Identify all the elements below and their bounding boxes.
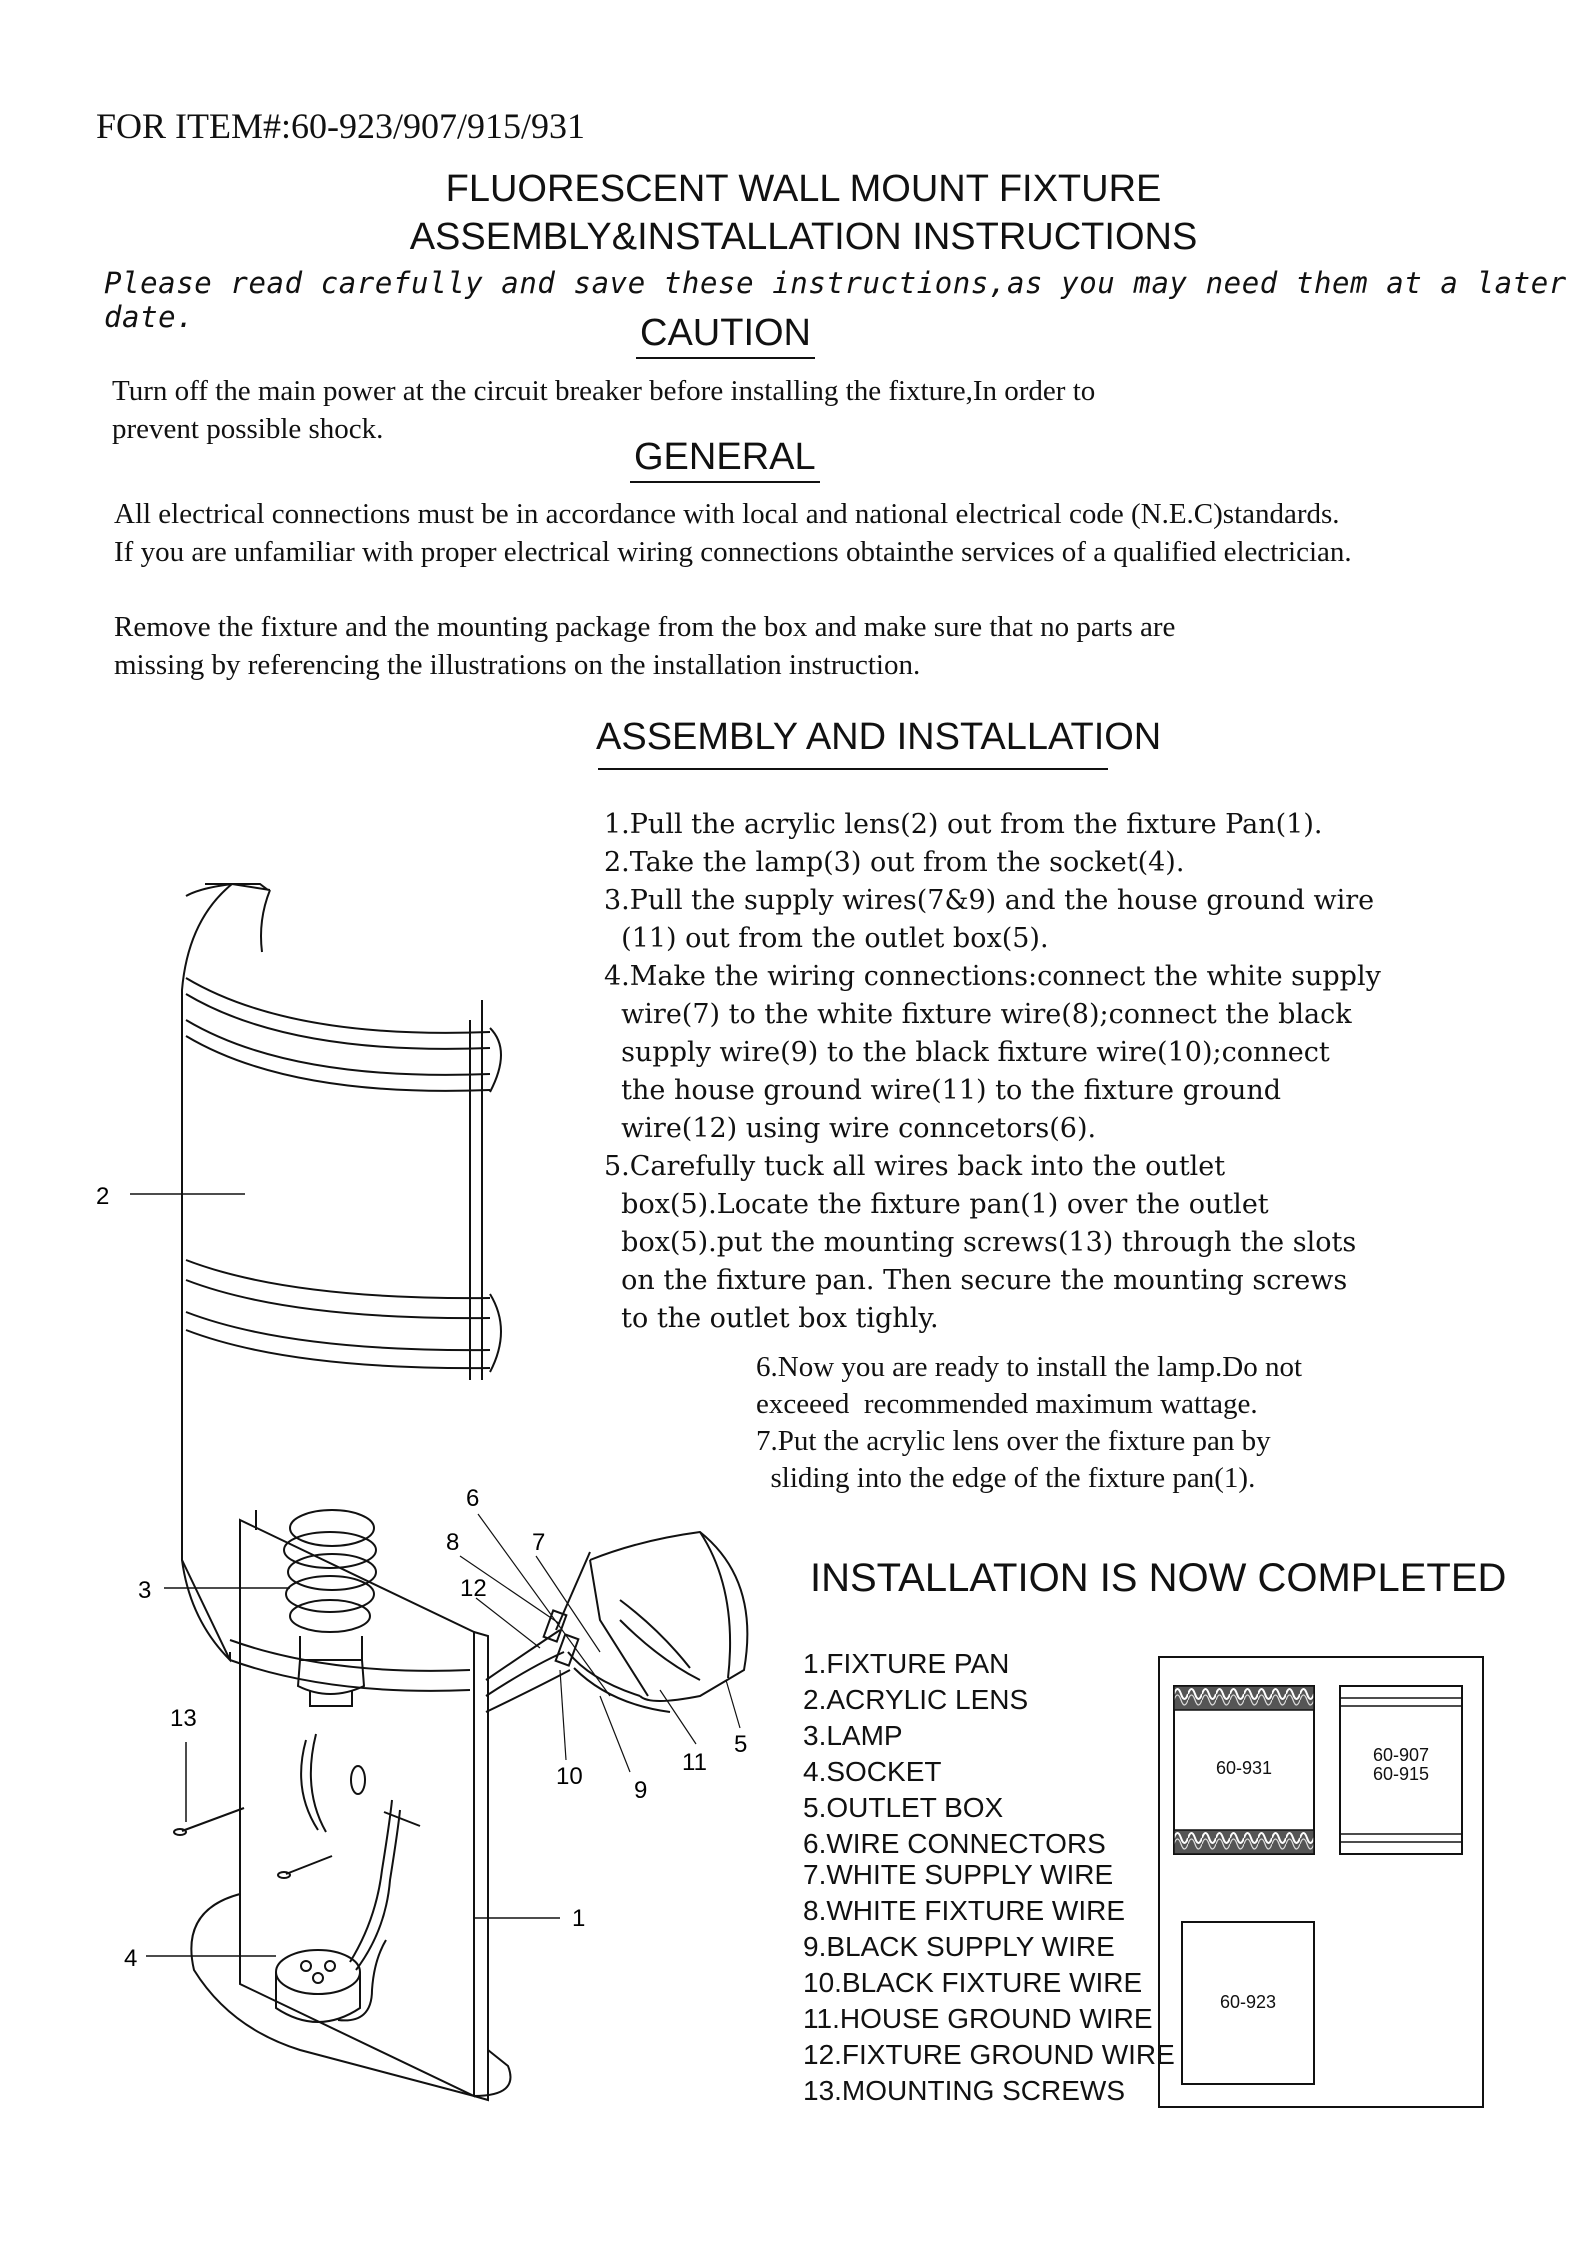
model-label-line: 60-907 — [1372, 1745, 1430, 1765]
step-line: box(5).put the mounting screws(13) through the slots — [604, 1227, 1357, 1258]
callout-label: 2 — [96, 1183, 110, 1210]
step-line: supply wire(9) to the black fixture wire(10);connect — [604, 1037, 1330, 1068]
callout-label: 7 — [532, 1529, 546, 1556]
step-line: sliding into the edge of the fixture pan(1). — [756, 1462, 1256, 1494]
assembly-heading-rule — [598, 768, 1108, 770]
part-item: 9.BLACK SUPPLY WIRE — [803, 1931, 1115, 1962]
part-item: 8.WHITE FIXTURE WIRE — [803, 1895, 1125, 1926]
fixture-exploded-diagram — [0, 860, 748, 2120]
part-item: 3.LAMP — [803, 1720, 903, 1751]
step-line: 6.Now you are ready to install the lamp.Do not — [756, 1351, 1303, 1383]
step-line: wire(12) using wire conncetors(6). — [604, 1113, 1097, 1144]
model-label-line: 60-915 — [1372, 1764, 1430, 1784]
completed-banner: INSTALLATION IS NOW COMPLETED — [810, 1556, 1507, 1600]
step-line: to the outlet box tighly. — [604, 1303, 939, 1334]
general-line: All electrical connections must be in accordance with local and national electrical code (N.E.C)standards. — [114, 498, 1340, 530]
part-item: 10.BLACK FIXTURE WIRE — [803, 1967, 1143, 1998]
step-line: 7.Put the acrylic lens over the fixture pan by — [756, 1425, 1271, 1457]
model-variants-drawing — [1160, 1658, 1482, 2106]
model-label: 60-931 — [1215, 1758, 1273, 1778]
read-note: Please read carefully and save these instructions,as you may need them at a later date. — [104, 266, 1567, 334]
step-line: the house ground wire(11) to the fixture ground — [604, 1075, 1282, 1106]
part-item: 6.WIRE CONNECTORS — [803, 1828, 1106, 1859]
callout-label: 5 — [734, 1731, 748, 1758]
callout-label: 11 — [682, 1749, 707, 1776]
part-item: 5.OUTLET BOX — [803, 1792, 1004, 1823]
callout-label: 12 — [460, 1575, 487, 1602]
step-line: 1.Pull the acrylic lens(2) out from the fixture Pan(1). — [604, 809, 1323, 840]
step-line: (11) out from the outlet box(5). — [604, 923, 1049, 954]
acrylic-lens-drawing — [182, 884, 501, 1691]
general-paragraph — [114, 495, 1564, 571]
step-line: box(5).Locate the fixture pan(1) over the outlet — [604, 1189, 1269, 1220]
caution-line: prevent possible shock. — [112, 413, 384, 445]
step-line: 2.Take the lamp(3) out from the socket(4). — [604, 847, 1185, 878]
assembly-heading: ASSEMBLY AND INSTALLATION — [596, 716, 1162, 758]
assembly-steps — [604, 806, 1544, 1338]
socket-drawing — [276, 1800, 400, 2022]
lamp-drawing — [284, 1510, 376, 1706]
callout-label: 10 — [556, 1763, 583, 1790]
parts-list — [803, 1646, 1175, 2109]
model-variants-box — [1158, 1656, 1484, 2108]
caution-line: Turn off the main power at the circuit breaker before installing the fixture,In order to — [112, 375, 1096, 407]
general-heading: GENERAL — [630, 436, 820, 483]
callout-label: 13 — [170, 1705, 197, 1732]
step-line: 3.Pull the supply wires(7&9) and the house ground wire — [604, 885, 1375, 916]
step-line: 5.Carefully tuck all wires back into the outlet — [604, 1151, 1226, 1182]
general-line: Remove the fixture and the mounting package from the box and make sure that no parts are — [114, 611, 1176, 643]
part-item: 13.MOUNTING SCREWS — [803, 2075, 1126, 2106]
step-line: wire(7) to the white fixture wire(8);connect the black — [604, 999, 1352, 1030]
callout-label: 4 — [124, 1945, 138, 1972]
model-label: 60-923 — [1219, 1992, 1277, 2012]
model-label — [1340, 1746, 1462, 1784]
callout-label: 1 — [572, 1905, 586, 1932]
callout-label: 3 — [138, 1577, 152, 1604]
document-title: FLUORESCENT WALL MOUNT FIXTURE — [445, 168, 1162, 210]
general-line: If you are unfamiliar with proper electrical wiring connections obtainthe services of a qualified electrician. — [114, 536, 1352, 568]
part-item: 12.FIXTURE GROUND WIRE — [803, 2039, 1175, 2070]
document-subtitle: ASSEMBLY&INSTALLATION INSTRUCTIONS — [409, 216, 1198, 258]
callout-label: 6 — [466, 1485, 480, 1512]
mounting-screws-drawing — [174, 1734, 420, 1878]
caution-heading: CAUTION — [636, 312, 815, 359]
assembly-steps-final — [756, 1349, 1456, 1497]
general-paragraph — [114, 608, 1314, 684]
step-line: 4.Make the wiring connections:connect the white supply — [604, 961, 1381, 992]
step-line: exceeed recommended maximum wattage. — [756, 1388, 1258, 1420]
step-line: on the fixture pan. Then secure the mounting screws — [604, 1265, 1348, 1296]
item-number-line: FOR ITEM#:60-923/907/915/931 — [96, 106, 586, 146]
callout-label: 8 — [446, 1529, 460, 1556]
callout-label: 9 — [634, 1777, 648, 1804]
part-item: 11.HOUSE GROUND WIRE — [803, 2003, 1153, 2034]
general-line: missing by referencing the illustrations on the installation instruction. — [114, 649, 921, 681]
outlet-box-drawing — [590, 1532, 747, 1701]
part-item: 4.SOCKET — [803, 1756, 942, 1787]
part-item: 1.FIXTURE PAN — [803, 1648, 1010, 1679]
part-item: 2.ACRYLIC LENS — [803, 1684, 1029, 1715]
part-item: 7.WHITE SUPPLY WIRE — [803, 1859, 1114, 1890]
